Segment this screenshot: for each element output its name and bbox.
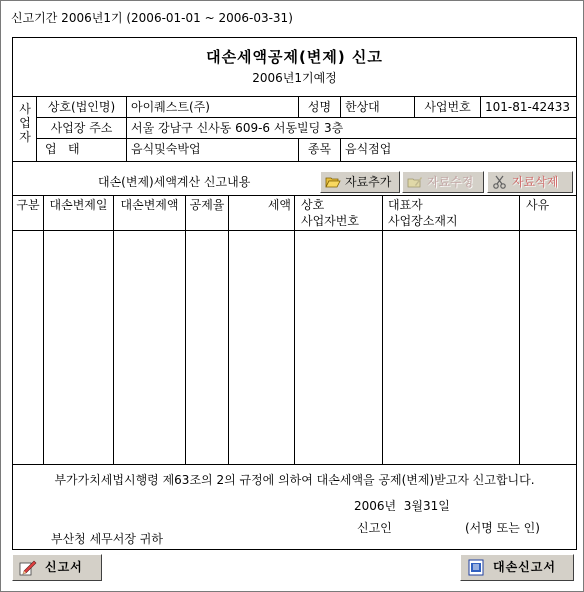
business-row-type — [37, 139, 576, 161]
item-label: 종목 — [298, 139, 340, 161]
column-divider — [43, 231, 44, 464]
folder-open-icon — [325, 175, 341, 189]
col-rate-header: 공제율 — [186, 196, 229, 230]
edit-record-label: 자료수정 — [427, 175, 474, 189]
col-reason-header: 사유 — [526, 198, 550, 212]
add-record-button[interactable] — [320, 171, 400, 193]
bad-debt-report-button-label: 대손신고서 — [493, 560, 556, 574]
type-label: 업 태 — [45, 142, 80, 156]
type-value[interactable]: 음식및숙박업 — [126, 139, 298, 161]
vertical-char: 자 — [19, 130, 31, 144]
rep-value[interactable]: 한상대 — [340, 97, 414, 117]
business-vertical-label — [13, 97, 37, 161]
address-label: 사업장 주소 — [50, 121, 113, 135]
applicant-label: 신고인 — [357, 521, 392, 535]
business-row-name — [37, 97, 576, 118]
delete-record-button[interactable] — [487, 171, 573, 193]
regno-value[interactable]: 101-81-42433 — [480, 97, 576, 117]
item-value[interactable]: 음식점업 — [340, 139, 576, 161]
delete-record-label: 자료삭제 — [512, 175, 559, 189]
report-date: 2006년 3월31일 — [354, 499, 450, 513]
list-caption: 대손(변제)세액계산 신고내용 — [98, 175, 251, 189]
column-divider — [382, 231, 383, 464]
report-button[interactable] — [12, 554, 102, 581]
filing-period: 신고기간 2006년1기 (2006-01-01 ~ 2006-03-31) — [11, 11, 293, 25]
edit-record-button[interactable] — [402, 171, 484, 193]
tax-office: 부산청 세무서장 귀하 — [51, 532, 163, 546]
form-title: 대손세액공제(변제) 신고 — [206, 48, 383, 66]
form-subtitle: 2006년1기예정 — [252, 71, 337, 85]
col-amount-header: 대손변제액 — [114, 196, 186, 230]
business-row-address — [37, 118, 576, 139]
address-value[interactable]: 서울 강남구 신사동 609-6 서동빌딩 3층 — [126, 118, 576, 138]
rep-label: 성명 — [298, 97, 340, 117]
regno-label: 사업번호 — [414, 97, 480, 117]
table-header — [13, 196, 576, 231]
vertical-char: 사 — [19, 102, 31, 116]
edit-folder-icon — [407, 175, 423, 189]
col-name-header-line2: 사업자번호 — [301, 214, 359, 228]
name-label: 상호(법인명) — [47, 100, 116, 114]
pencil-note-icon — [19, 559, 37, 576]
column-divider — [294, 231, 295, 464]
col-date-header: 대손변제일 — [44, 196, 114, 230]
vertical-char: 업 — [19, 116, 31, 130]
declaration-text: 부가가치세법시행령 제63조의 2의 규정에 의하여 대손세액을 공제(변제)받고자 신고합니다. — [54, 473, 535, 487]
bad-debt-report-button[interactable] — [460, 554, 574, 581]
col-type-header: 구분 — [13, 196, 44, 230]
col-rep-header — [383, 196, 520, 230]
signature-label: (서명 또는 인) — [465, 521, 540, 535]
name-value[interactable]: 아이퀘스트(주) — [126, 97, 298, 117]
report-form — [12, 37, 577, 550]
column-divider — [228, 231, 229, 464]
column-divider — [185, 231, 186, 464]
business-info-section — [13, 96, 576, 162]
column-divider — [519, 231, 520, 464]
document-icon — [467, 559, 485, 576]
bad-debt-table[interactable] — [13, 195, 576, 465]
column-divider — [113, 231, 114, 464]
report-button-label: 신고서 — [45, 560, 83, 574]
col-tax-header: 세액 — [229, 196, 295, 230]
scissors-icon — [492, 175, 508, 189]
col-rep-header-line1: 대표자 — [388, 198, 423, 212]
col-rep-header-line2: 사업장소재지 — [388, 214, 458, 228]
col-name-header — [295, 196, 383, 230]
col-name-header-line1: 상호 — [301, 198, 325, 212]
add-record-label: 자료추가 — [345, 175, 392, 189]
